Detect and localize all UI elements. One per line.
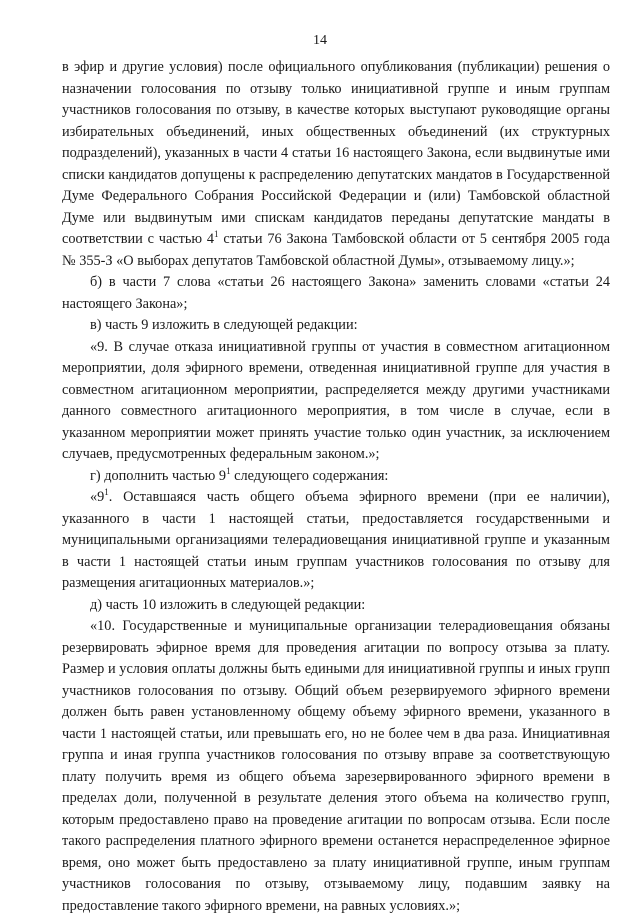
paragraph-part-10: «10. Государственные и муниципальные организации телерадиовещания обязаны резервировать эфирное время для проведения агитации по вопросу отзыва за плату. Размер и условия оплаты должны быть едиными для инициативной группы и иных групп участников голосования по отзыву. Общий объем резервируемого эфирного времени должен быть равен установленному общему объему эфирного времени, указанного в части 1 настоящей статьи, или превышать его, но не более чем в два раза. Инициативная группа и иная группа участников голосования по отзыву вправе за соответствующую плату получить время из общего объема зарезервированного эфирного времени в пределах доли, полученной в результате деления этого объема на количество групп, которым предоставлено право на проведение агитации по вопросам отзыва. Если после такого распределения платного эфирного времени останется нераспределенное эфирное время, оно может быть предоставлено за плату инициативной группе, иным группам участников голосования по отзыву, отзываемому лицу, подавшим заявку на предоставление такого эфирного времени, на равных условиях.»; <box>62 618 610 914</box>
paragraph-part-9: «9. В случае отказа инициативной группы от участия в совместном агитационном мероприятии, доля эфирного времени, отведенная инициативной группе для участия в совместном агитационном мероприятии, распределяется между другими участниками данного совместного агитационного мероприятия, в том числе в случае, если в указанном мероприятии может принять участие только один участник, за исключением случаев, предусмотренных федеральным законом.»; <box>62 338 610 462</box>
superscript: 1 <box>214 229 219 240</box>
document-body <box>62 57 610 917</box>
paragraph-part-9-1 <box>62 487 610 595</box>
superscript: 1 <box>104 487 109 498</box>
paragraph-text: . Оставшаяся часть общего объема эфирного времени (при ее наличии), указанного в части 1 настоящей статьи, предоставляется государственными и муниципальными организациями телерадиовещания инициативной группе и указанным в части 1 настоящей статьи иным группам участников голосования по отзыву для размещения агитационных материалов.»; <box>62 489 610 591</box>
paragraph-item-v: в) часть 9 изложить в следующей редакции: <box>90 317 358 333</box>
paragraph-text: статьи 76 Закона Тамбовской области от 5 сентября 2005 года № 355-З «О выборах депутатов Тамбовской областной Думы», отзываемому лицу.»; <box>62 231 610 269</box>
page-number: 14 <box>313 33 327 48</box>
paragraph-item-g <box>62 466 610 488</box>
superscript: 1 <box>226 465 231 476</box>
paragraph-item-d: д) часть 10 изложить в следующей редакции: <box>90 596 366 613</box>
paragraph-continuation <box>62 57 610 272</box>
paragraph-text: следующего содержания: <box>230 467 389 484</box>
paragraph-text: в эфир и другие условия) после официального опубликования (публикации) решения о назначении голосования по отзыву только инициативной группе и иным группам участников голосования по отзыву, в качестве которых выступают руководящие органы избирательных объединений, иных общественных объединений (их структурных подразделений), указанных в части 4 статьи 16 настоящего Закона, если выдвинутые ими списки кандидатов допущены к распределению депутатских мандатов в Государственной Думе Федерального Собрания Российской Федерации и (или) Тамбовской областной Думе или выдвинутым ими спискам кандидатов переданы депутатские мандаты в соответствии с частью 4 <box>62 59 610 247</box>
paragraph-text: г) дополнить частью 9 <box>90 467 227 484</box>
paragraph-item-b: б) в части 7 слова «статьи 26 настоящего Закона» заменить словами «статьи 24 настоящего Закона»; <box>62 274 610 312</box>
paragraph-text: «9 <box>90 489 105 505</box>
